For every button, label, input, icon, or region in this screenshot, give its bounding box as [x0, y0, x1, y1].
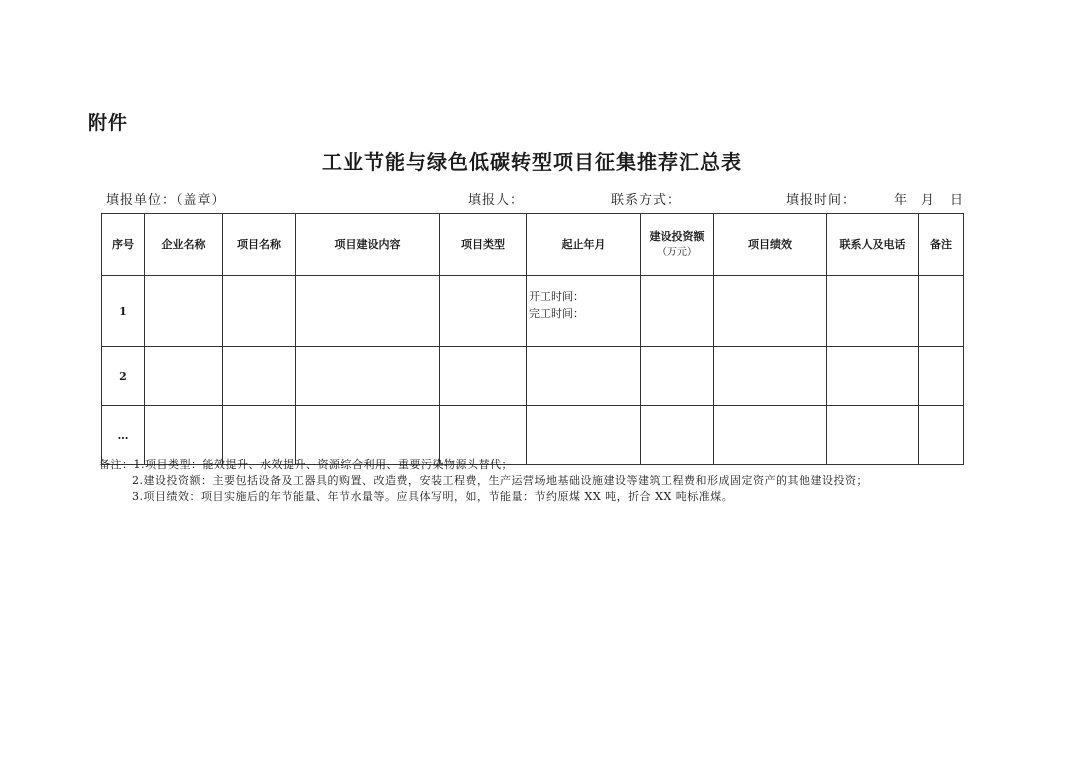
row-seq: … — [102, 406, 145, 465]
attachment-label: 附件 — [88, 112, 129, 134]
end-time-label: 完工时间： — [529, 307, 584, 320]
cell-company[interactable] — [145, 406, 223, 465]
note-investment: 2.建设投资额：主要包括设备及工器具的购置、改造费，安装工程费，生产运营场地基础设施建设等建筑工程费和形成固定资产的其他建设投资； — [132, 474, 868, 487]
notes-block — [99, 457, 868, 505]
table-row — [102, 406, 964, 465]
contact-method-label: 联系方式： — [611, 193, 682, 208]
year-label: 年 — [894, 193, 909, 208]
start-time-label: 开工时间： — [529, 290, 584, 303]
header-investment — [641, 214, 714, 276]
cell-period[interactable] — [527, 406, 641, 465]
header-performance: 项目绩效 — [714, 214, 827, 276]
header-period: 起止年月 — [527, 214, 641, 276]
cell-project-name[interactable] — [223, 347, 296, 406]
cell-contact[interactable] — [827, 406, 919, 465]
header-seq: 序号 — [102, 214, 145, 276]
cell-construction-content[interactable] — [296, 276, 440, 347]
header-project-name: 项目名称 — [223, 214, 296, 276]
cell-investment[interactable] — [641, 406, 714, 465]
filler-label: 填报人： — [468, 193, 525, 208]
cell-project-type[interactable] — [440, 276, 527, 347]
summary-table — [101, 213, 964, 465]
filling-unit-label: 填报单位：（盖章） — [106, 193, 226, 208]
header-contact: 联系人及电话 — [827, 214, 919, 276]
cell-project-type[interactable] — [440, 347, 527, 406]
cell-construction-content[interactable] — [296, 406, 440, 465]
cell-performance[interactable] — [714, 276, 827, 347]
cell-performance[interactable] — [714, 347, 827, 406]
cell-contact[interactable] — [827, 347, 919, 406]
table-header-row — [102, 214, 964, 276]
header-construction-content: 项目建设内容 — [296, 214, 440, 276]
note-project-type: 备注：1.项目类型：能效提升、水效提升、资源综合利用、重要污染物源头替代； — [99, 458, 513, 471]
cell-investment[interactable] — [641, 347, 714, 406]
cell-project-type[interactable] — [440, 406, 527, 465]
cell-period[interactable] — [527, 276, 641, 347]
cell-investment[interactable] — [641, 276, 714, 347]
table-row — [102, 347, 964, 406]
cell-company[interactable] — [145, 276, 223, 347]
cell-period[interactable] — [527, 347, 641, 406]
header-remark: 备注 — [919, 214, 964, 276]
cell-remark[interactable] — [919, 347, 964, 406]
row-seq: 1 — [102, 276, 145, 347]
note-performance: 3.项目绩效：项目实施后的年节能量、年节水量等。应具体写明，如，节能量：节约原煤 XX 吨，折合 XX 吨标准煤。 — [132, 490, 734, 503]
table-row — [102, 276, 964, 347]
header-company: 企业名称 — [145, 214, 223, 276]
cell-remark[interactable] — [919, 406, 964, 465]
row-seq: 2 — [102, 347, 145, 406]
day-label: 日 — [950, 193, 965, 208]
cell-project-name[interactable] — [223, 406, 296, 465]
header-investment-label: 建设投资额 — [649, 229, 705, 243]
month-label: 月 — [921, 193, 936, 208]
filling-time-label: 填报时间： — [786, 193, 857, 208]
cell-contact[interactable] — [827, 276, 919, 347]
header-project-type: 项目类型 — [440, 214, 527, 276]
cell-performance[interactable] — [714, 406, 827, 465]
page-title: 工业节能与绿色低碳转型项目征集推荐汇总表 — [322, 150, 742, 174]
cell-construction-content[interactable] — [296, 347, 440, 406]
cell-project-name[interactable] — [223, 276, 296, 347]
cell-remark[interactable] — [919, 276, 964, 347]
header-investment-unit: （万元） — [657, 246, 697, 258]
cell-company[interactable] — [145, 347, 223, 406]
